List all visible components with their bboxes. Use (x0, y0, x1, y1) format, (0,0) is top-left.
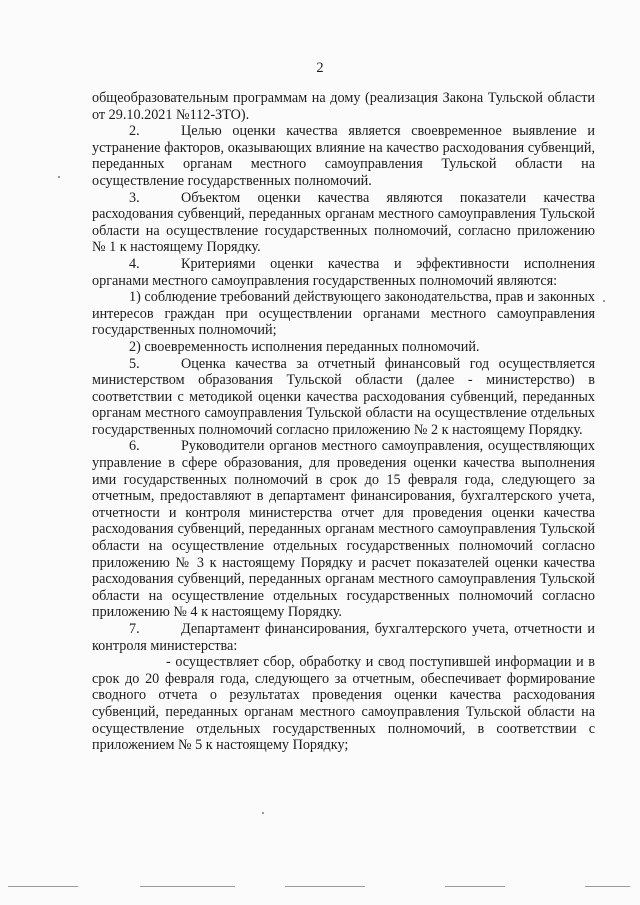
paragraph-number: 3. (129, 189, 140, 206)
paragraph-text: Руководители органов местного самоуправления, осуществляющих управление в сфере образования, для проведения оценки качества выполнения ими государственных полномочий в срок до 15 февраля года, следующего за отчетным, предоставляют в департамент финансирования, бухгалтерского учета, отчетности и контроля министерства отчет для проведения оценки качества расходования субвенций, переданных органам местного самоуправления Тульской области на осуществление отдельных государственных полномочий согласно приложению № 3 к настоящему Порядку и расчет показателей оценки качества расходования субвенций, переданных органам местного самоуправления Тульской области на осуществление отдельных государственных полномочий согласно приложению № 4 к настоящему Порядку. (92, 438, 595, 621)
paragraph-number: 7. (129, 621, 140, 637)
page-number: 2 (316, 60, 324, 76)
paragraph-number: 5. (129, 355, 140, 372)
scan-mark (445, 886, 505, 887)
scan-mark (585, 886, 630, 887)
scan-speck (262, 812, 264, 814)
scan-edge-artifacts (0, 884, 640, 890)
paragraph-4-item-1: 1) соблюдение требований действующего законодательства, прав и законных интересов граждан при осуществлении органами местного самоуправления государственных полномочий; (92, 289, 595, 339)
document-body (92, 90, 595, 754)
paragraph-number: 4. (129, 255, 140, 272)
paragraph-4-item-2: 2) своевременность исполнения переданных полномочий. (129, 338, 480, 355)
paragraph-number: 2. (129, 123, 140, 140)
paragraph-number: 6. (129, 438, 140, 455)
paragraph-4 (92, 256, 595, 289)
paragraph-1-continuation: общеобразовательным программам на дому (реализация Закона Тульской области от 29.10.2021 №112-ЗТО). (92, 90, 595, 123)
scan-mark (285, 886, 365, 887)
scan-speck (603, 300, 605, 302)
paragraph-6 (92, 438, 595, 621)
paragraph-text: Объектом оценки качества являются показатели качества расходования субвенций, переданных органам местного самоуправления Тульской области на осуществление государственных полномочий, согласно приложению № 1 к настоящему Порядку. (92, 189, 595, 256)
paragraph-7 (92, 621, 595, 654)
scan-speck (58, 176, 60, 178)
scan-mark (8, 886, 78, 887)
paragraph-text: Целью оценки качества является своевременное выявление и устранение факторов, оказывающих влияние на качество расходования субвенций, переданных органам местного самоуправления Тульской области на осуществление государственных полномочий. (92, 123, 595, 189)
paragraph-7-item-1: - осуществляет сбор, обработку и свод поступившей информации и в срок до 20 февраля года, следующего за отчетным, обеспечивает формирование сводного отчета о результатах проведения оценки качества расходования субвенций, переданных органам местного самоуправления Тульской области на осуществление отдельных государственных полномочий, в соответствии с приложением № 5 к настоящему Порядку; (92, 654, 595, 754)
paragraph-2 (92, 123, 595, 189)
paragraph-text: Департамент финансирования, бухгалтерского учета, отчетности и контроля министерства: (92, 621, 595, 654)
paragraph-3 (92, 190, 595, 256)
paragraph-text: Критериями оценки качества и эффективности исполнения органами местного самоуправления государственных полномочий являются: (92, 255, 595, 289)
paragraph-text: Оценка качества за отчетный финансовый год осуществляется министерством образования Тульской области (далее - министерство) в соответствии с методикой оценки качества расходования субвенций, переданных органам местного самоуправления Тульской области на осуществление отдельных государственных полномочий согласно приложению № 2 к настоящему Порядку. (92, 355, 595, 438)
paragraph-5 (92, 356, 595, 439)
scan-mark (140, 886, 235, 887)
